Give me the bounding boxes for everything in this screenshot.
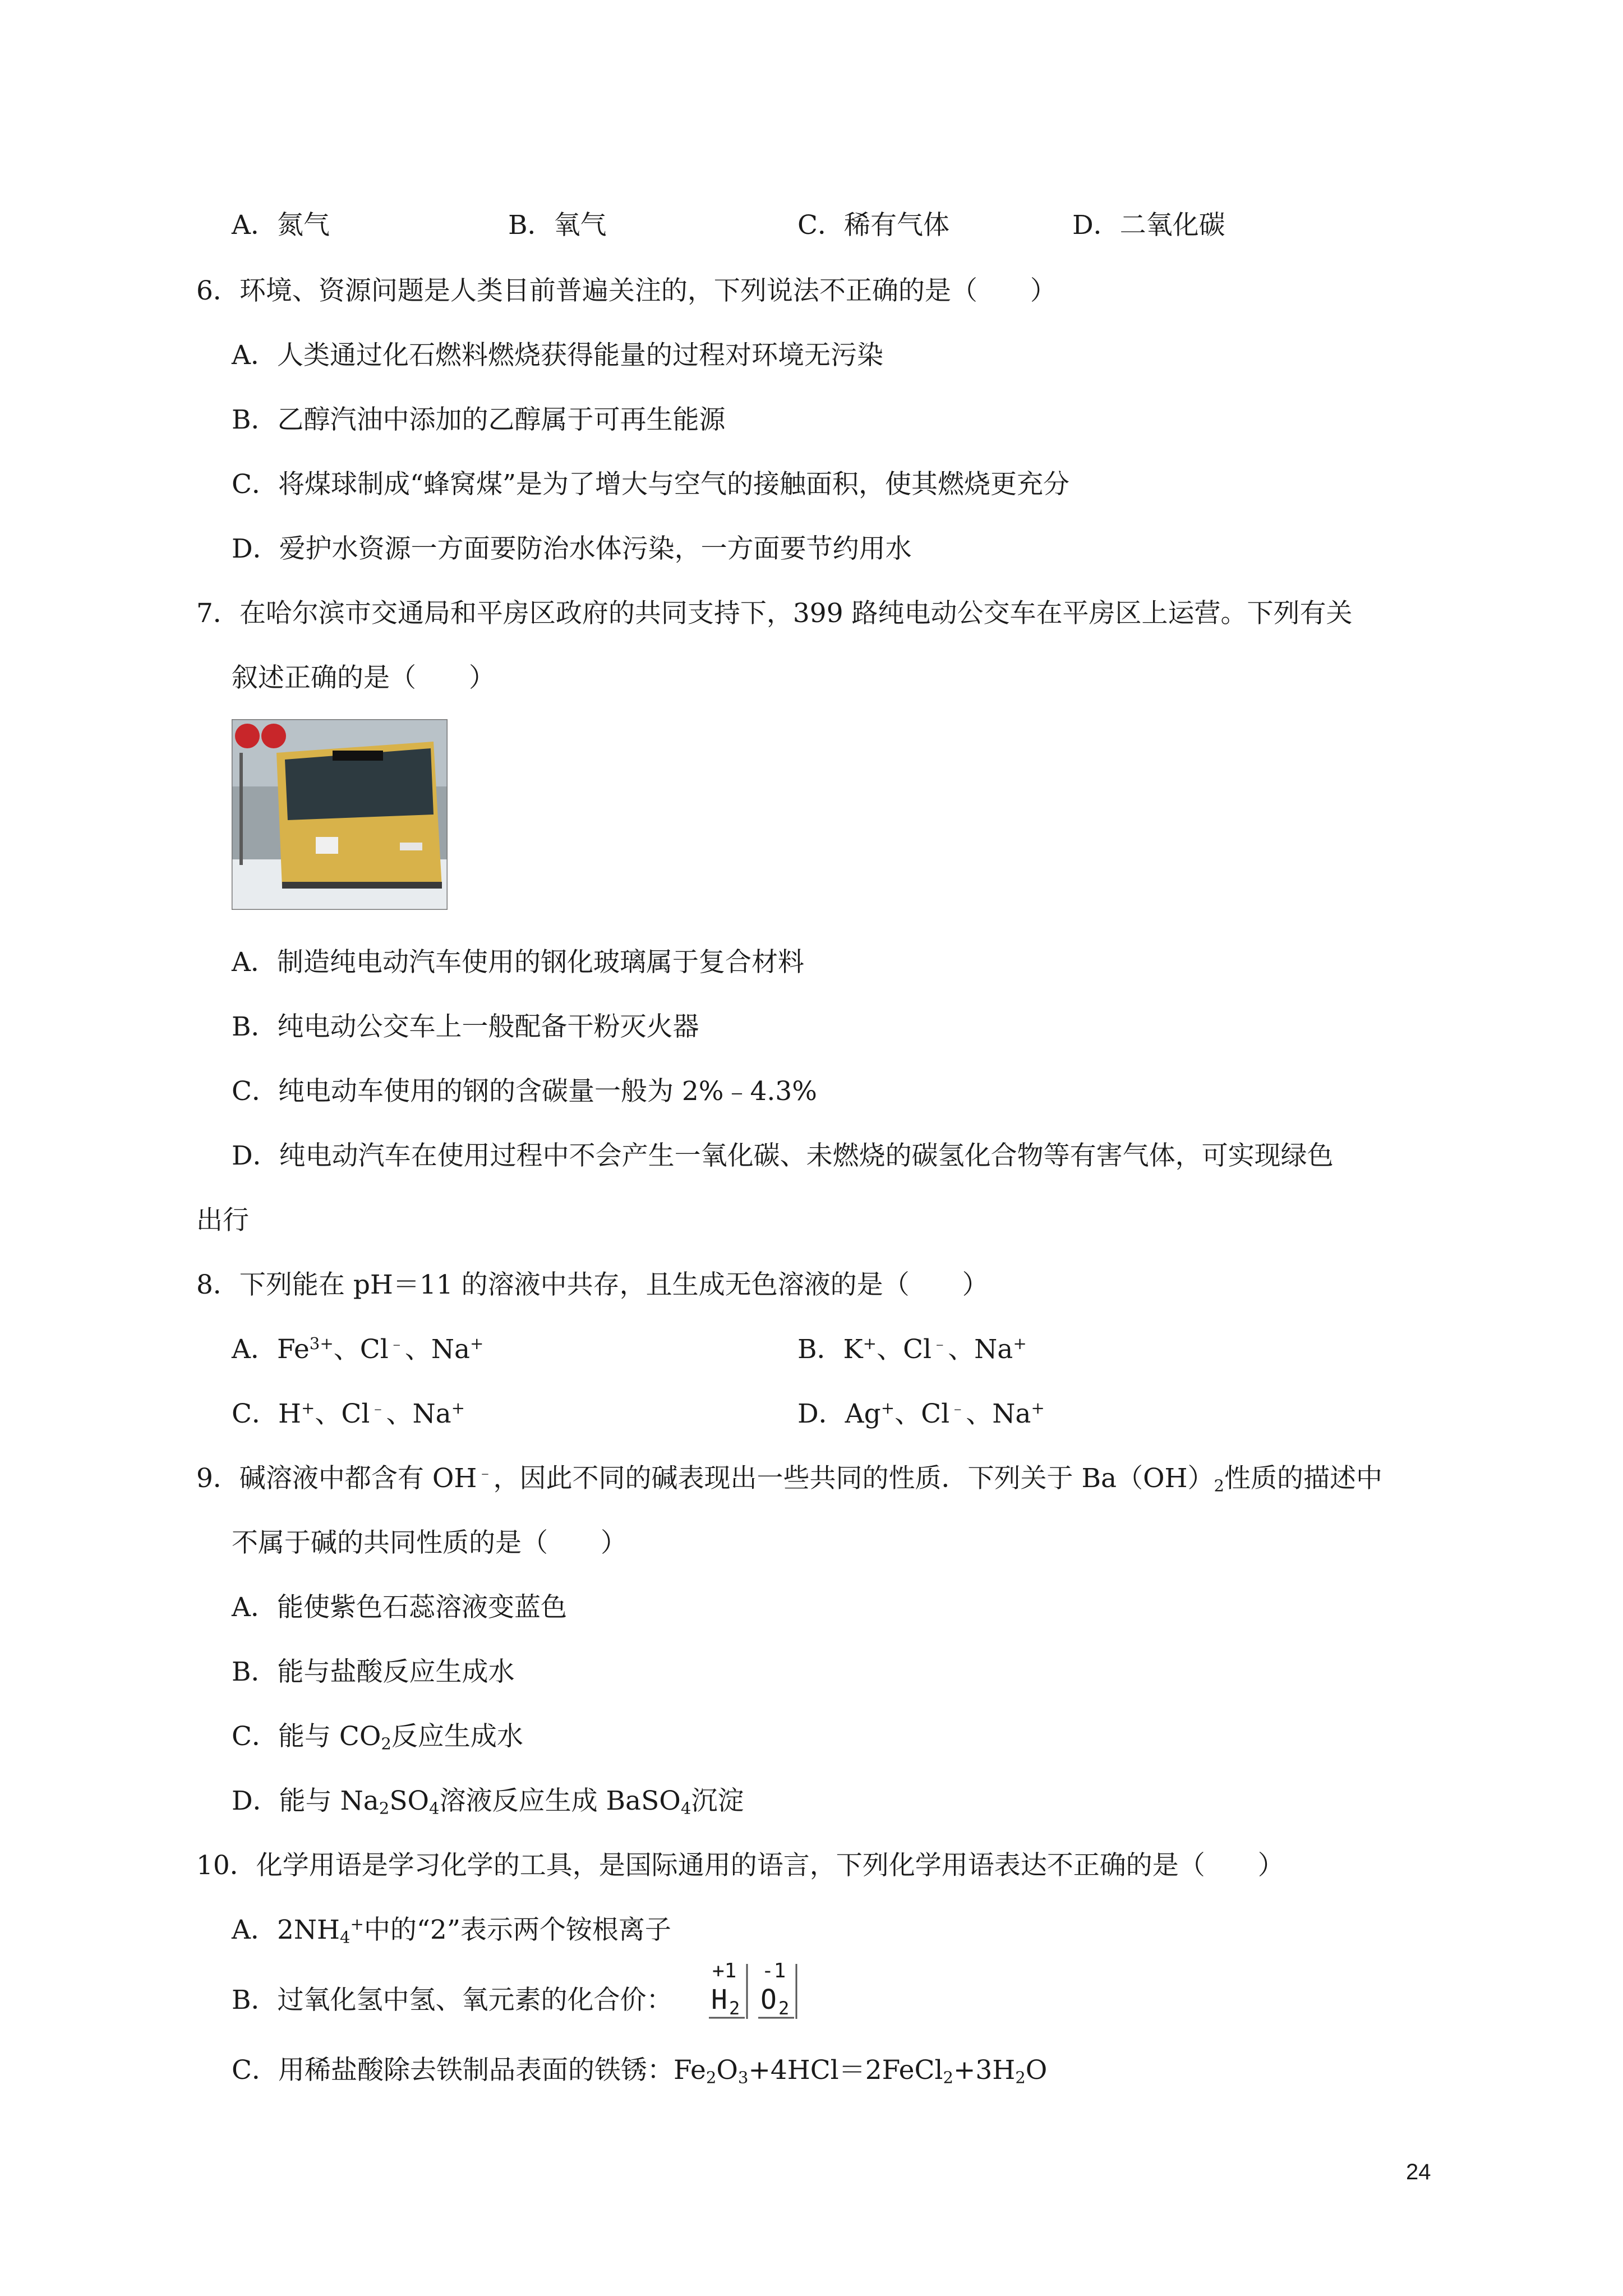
q9-option-b: B．能与盐酸反应生成水 bbox=[232, 1657, 515, 1687]
q7-option-d: D．纯电动汽车在使用过程中不会产生一氧化碳、未燃烧的碳氢化合物等有害气体，可实现绿色 bbox=[232, 1140, 1334, 1171]
q10-option-b: B．过氧化氢中氢、氧元素的化合价： bbox=[232, 1985, 673, 2016]
q9-option-c: C．能与 $CO_2$反应生成水 bbox=[232, 1721, 523, 1754]
q8-option-d: D．Ag+、Cl﹣、Na+ bbox=[797, 1398, 1045, 1429]
valence-o-value: -1 bbox=[762, 1959, 786, 1982]
valence-h-sub: 2 bbox=[729, 1998, 740, 2019]
q5-option-a: A．氮气 bbox=[232, 210, 330, 241]
q7-option-c: C．纯电动车使用的钢的含碳量一般为 2%﹣4.3% bbox=[232, 1076, 817, 1107]
valence-h-symbol: H bbox=[711, 1984, 727, 2016]
q9-option-a: A．能使紫色石蕊溶液变蓝色 bbox=[232, 1592, 567, 1623]
q8-option-c: C．H+、Cl﹣、Na+ bbox=[232, 1398, 465, 1429]
q5-option-c: C．稀有气体 bbox=[797, 210, 949, 241]
q7-option-d-cont: 出行 bbox=[196, 1205, 249, 1236]
q6-option-b: B．乙醇汽油中添加的乙醇属于可再生能源 bbox=[232, 404, 726, 435]
q7-option-b: B．纯电动公交车上一般配备干粉灭火器 bbox=[232, 1011, 699, 1042]
q5-option-d: D．二氧化碳 bbox=[1072, 210, 1225, 241]
valence-o-symbol: O bbox=[760, 1984, 777, 2016]
valence-o-sub: 2 bbox=[778, 1998, 790, 2019]
q10-stem: 10．化学用语是学习化学的工具，是国际通用的语言，下列化学用语表达不正确的是（ ） bbox=[196, 1850, 1284, 1881]
q8-stem: 8．下列能在 pH＝11 的溶液中共存，且生成无色溶液的是（ ） bbox=[196, 1269, 989, 1300]
q8-option-b: B．K+、Cl﹣、Na+ bbox=[797, 1333, 1027, 1365]
q8-option-a: A．$Fe^{3+}$、Cl﹣、Na+ bbox=[232, 1333, 484, 1365]
valence-hydrogen bbox=[708, 1959, 753, 2021]
q9-stem-line1: 9．碱溶液中都含有 OH﹣，因此不同的碱表现出一些共同的性质．下列关于 $Ba(OH)_2$性质的描述中 bbox=[196, 1462, 1383, 1496]
q7-stem-line1: 7．在哈尔滨市交通局和平房区政府的共同支持下，399 路纯电动公交车在平房区上运营。下列有关 bbox=[196, 598, 1353, 629]
q6-stem: 6．环境、资源问题是人类目前普遍关注的，下列说法不正确的是（ ） bbox=[196, 275, 1057, 306]
q9-option-d: D．能与 $Na_2SO_4$溶液反应生成 BaSO$_4$沉淀 bbox=[232, 1786, 744, 1818]
q10-option-c: C．用稀盐酸除去铁制品表面的铁锈：$Fe_2O_3+4HCl=2FeCl_2+3H_2O$ bbox=[232, 2055, 1048, 2087]
q9-stem-line2: 不属于碱的共同性质的是（ ） bbox=[232, 1527, 627, 1558]
q6-option-d: D．爱护水资源一方面要防治水体污染，一方面要节约用水 bbox=[232, 533, 912, 564]
q5-option-b: B．氧气 bbox=[508, 210, 607, 241]
page-number: 24 bbox=[1406, 2160, 1431, 2184]
q7-option-a: A．制造纯电动汽车使用的钢化玻璃属于复合材料 bbox=[232, 947, 804, 978]
valence-oxygen bbox=[757, 1959, 802, 2021]
q7-stem-line2: 叙述正确的是（ ） bbox=[232, 662, 495, 693]
q6-option-c: C．将煤球制成“蜂窝煤”是为了增大与空气的接触面积，使其燃烧更充分 bbox=[232, 469, 1070, 500]
q6-option-a: A．人类通过化石燃料燃烧获得能量的过程对环境无污染 bbox=[232, 340, 883, 371]
bus-photo bbox=[232, 719, 448, 910]
q10-option-a: A．$2NH_4^+$中的“2”表示两个铵根离子 bbox=[232, 1914, 671, 1947]
valence-h-value: +1 bbox=[712, 1959, 737, 1982]
